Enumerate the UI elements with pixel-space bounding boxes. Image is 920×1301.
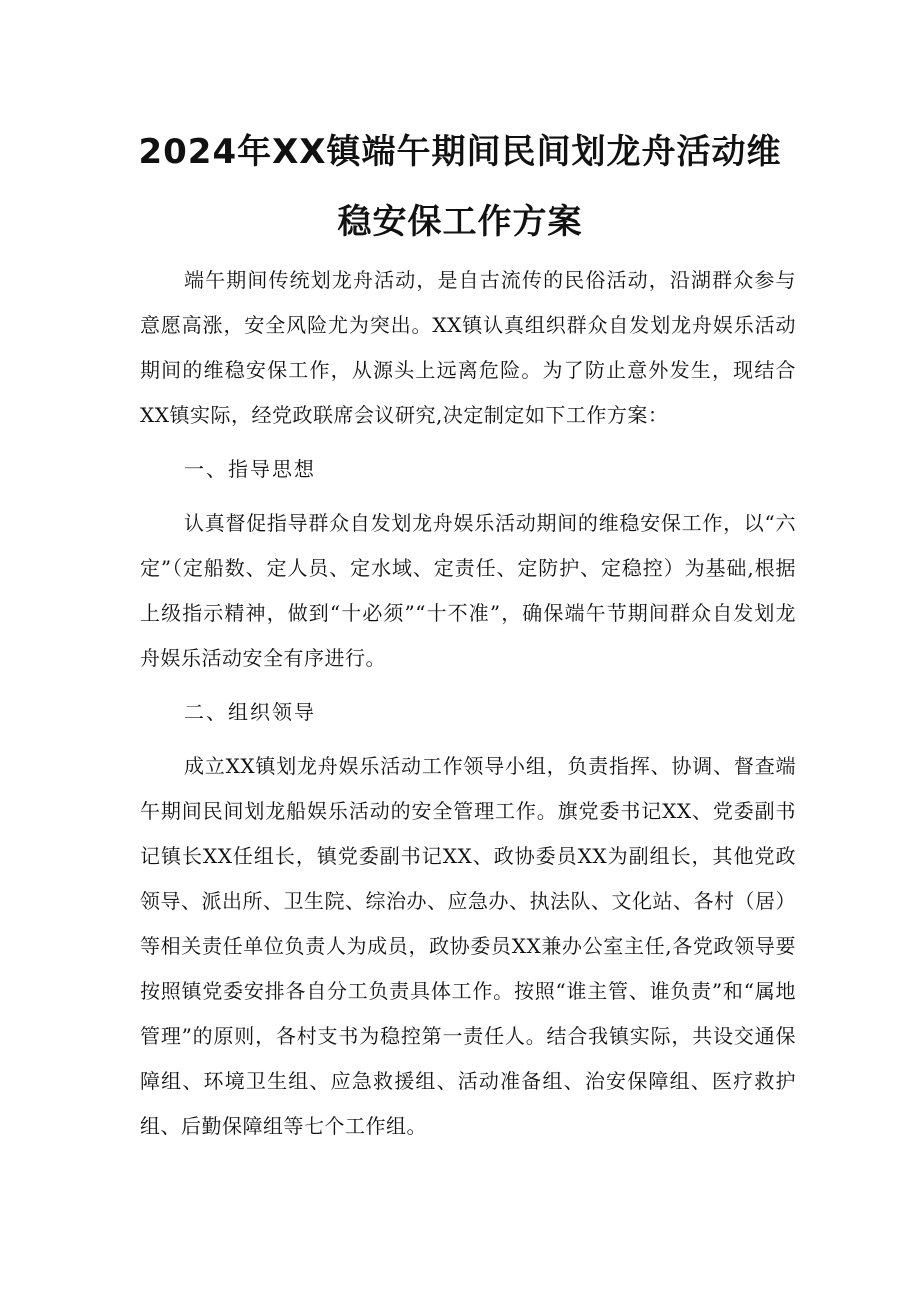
intro-paragraph: 端午期间传统划龙舟活动，是自古流传的民俗活动，沿湖群众参与意愿高涨，安全风险尤为突出。XX镇认真组织群众自发划龙舟娱乐活动期间的维稳安保工作，从源头上远离危险。为了防止意外发生，现结合XX镇实际，经党政联席会议研究,决定制定如下工作方案： xyxy=(140,268,796,427)
section-paragraph-guiding-ideology: 认真督促指导群众自发划龙舟娱乐活动期间的维稳安保工作，以“六定”（定船数、定人员、定水域、定责任、定防护、定稳控）为基础,根据上级指示精神，做到“十必须”“十不准”，确保端午节期间群众自发划龙舟娱乐活动安全有序进行。 xyxy=(140,511,796,670)
document-title-line-2: 稳安保工作方案 xyxy=(337,202,583,242)
document-body xyxy=(140,258,796,1149)
section-paragraph-organization-leadership: 成立XX镇划龙舟娱乐活动工作领导小组，负责指挥、协调、督查端午期间民间划龙船娱乐活动的安全管理工作。旗党委书记XX、党委副书记镇长XX任组长，镇党委副书记XX、政协委员XX为副组长，其他党政领导、派出所、卫生院、综治办、应急办、执法队、文化站、各村（居）等相关责任单位负责人为成员，政协委员XX兼办公室主任,各党政领导要按照镇党委安排各自分工负责具体工作。按照“谁主管、谁负责”和“属地管理”的原则，各村支书为稳控第一责任人。结合我镇实际，共设交通保障组、环境卫生组、应急救援组、活动准备组、治安保障组、医疗救护组、后勤保障组等七个工作组。 xyxy=(140,754,796,1138)
section-heading-guiding-ideology: 一、指导思想 xyxy=(184,457,316,481)
section-heading-organization-leadership: 二、组织领导 xyxy=(184,700,316,724)
document-title-line-1: 2024年XX镇端午期间民间划龙舟活动维 xyxy=(138,132,782,172)
